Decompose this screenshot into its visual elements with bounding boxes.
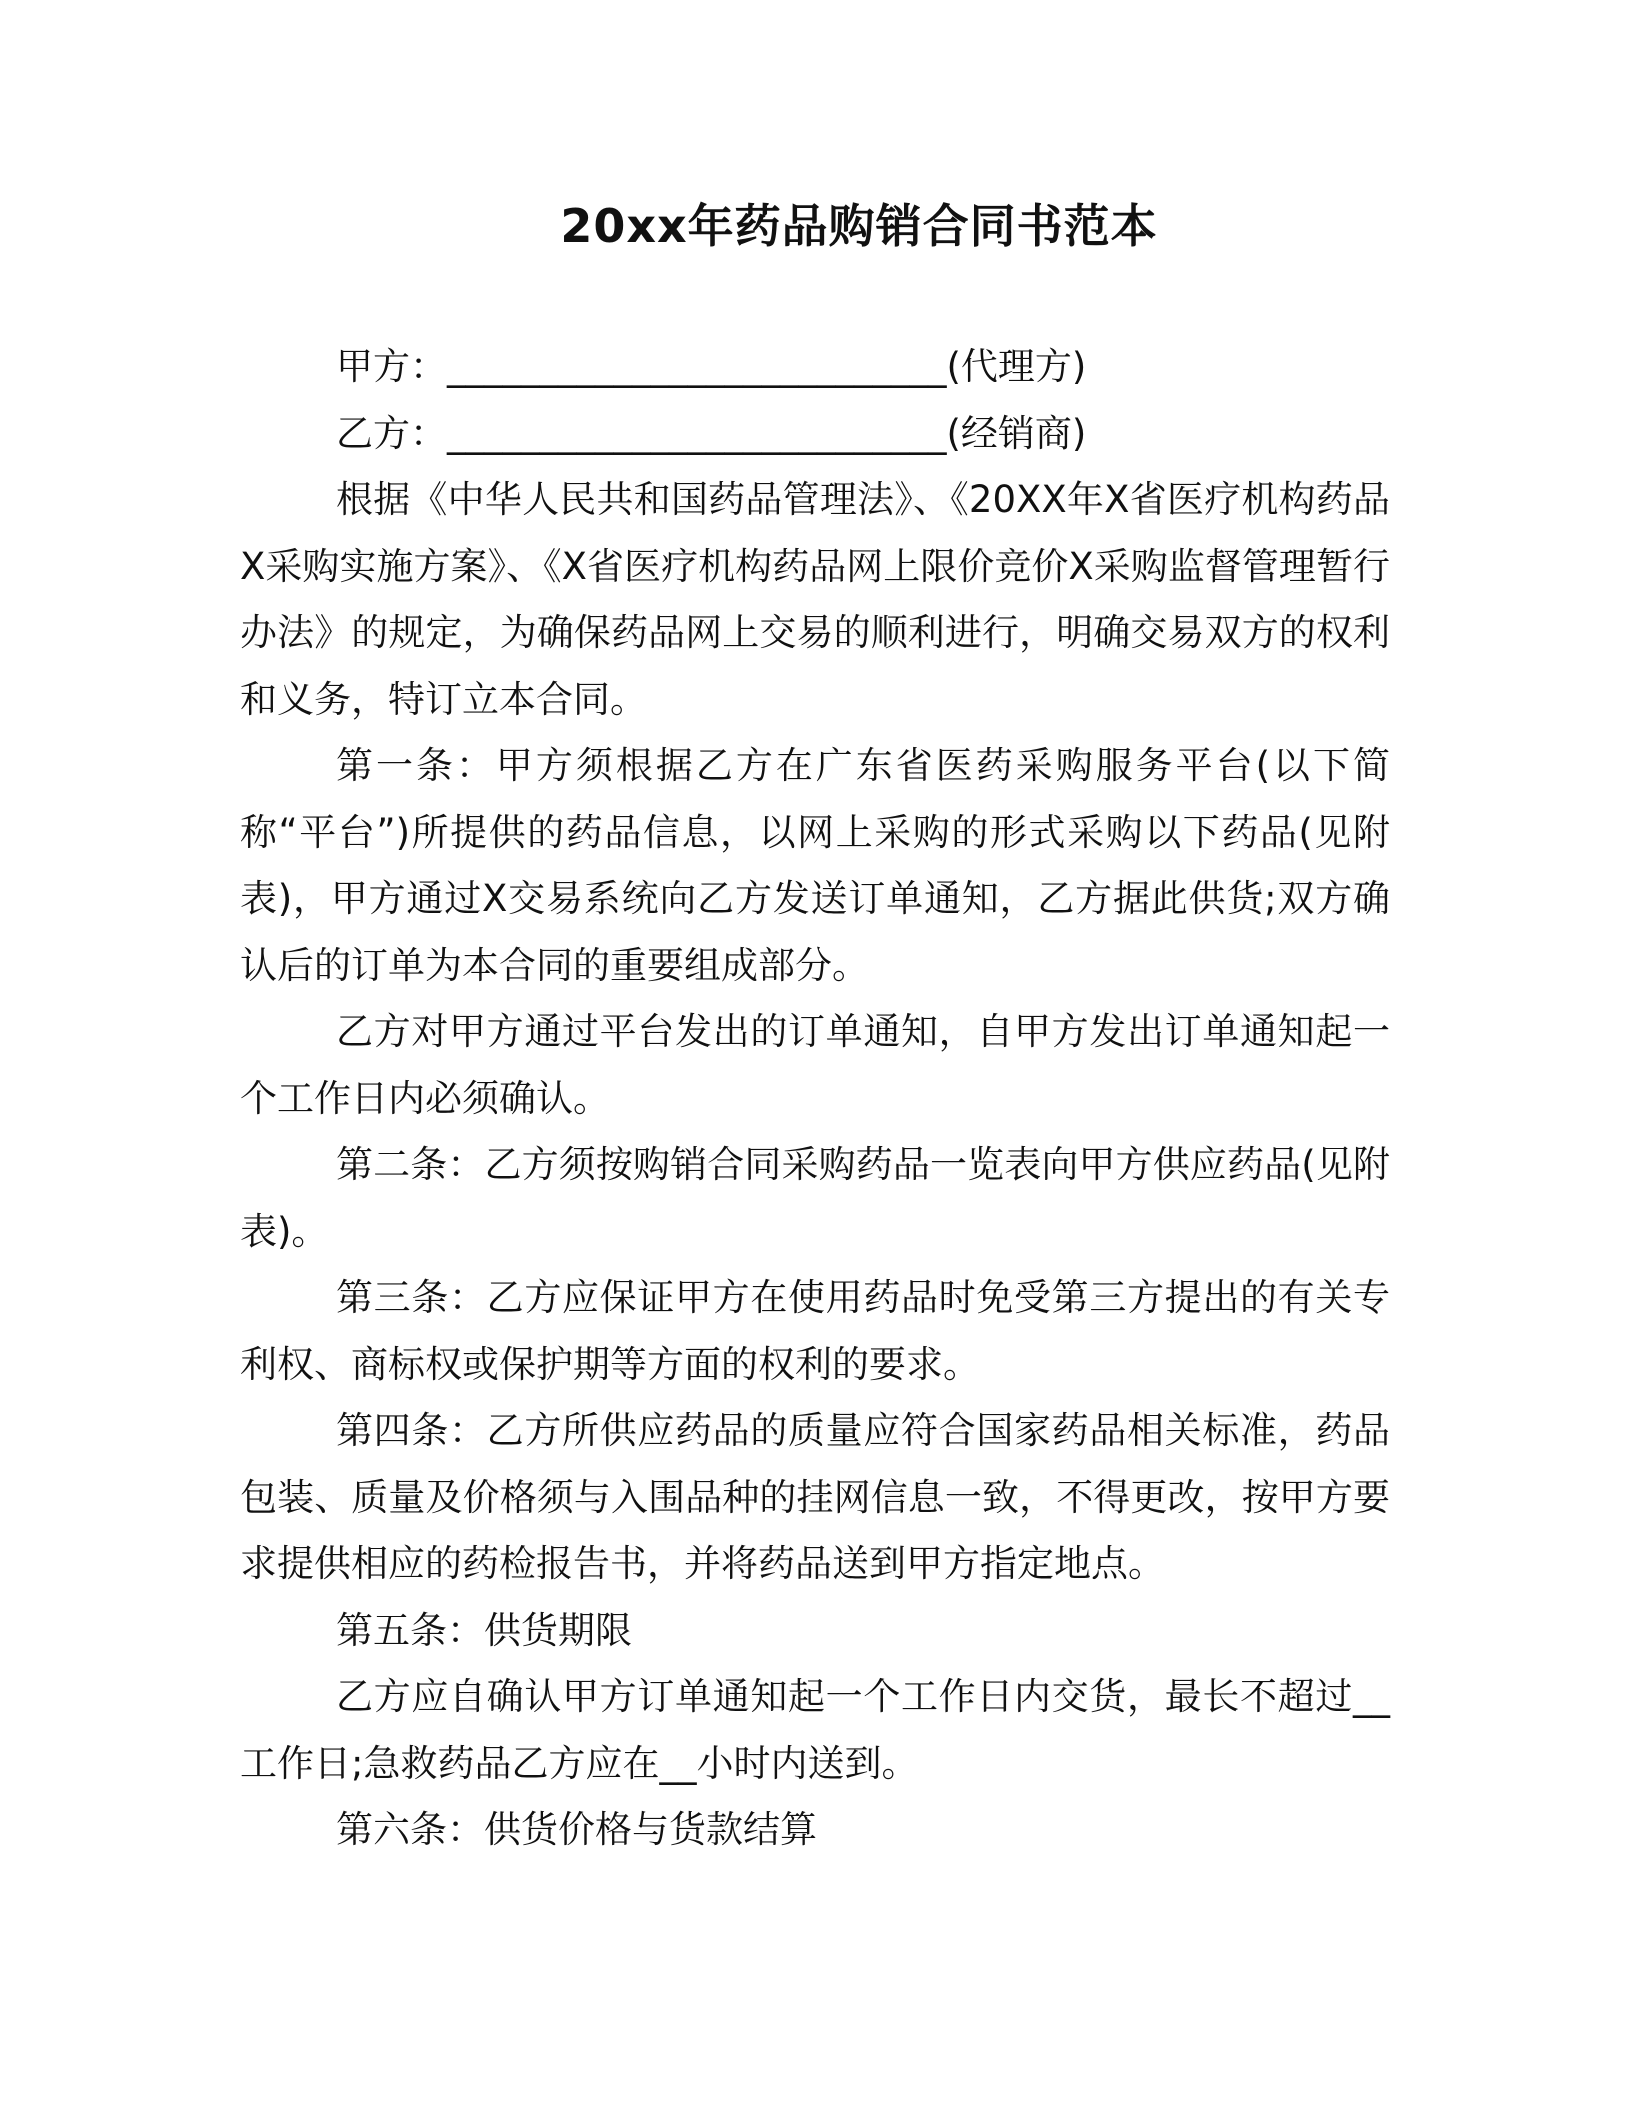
document-title: 20xx年药品购销合同书范本 xyxy=(560,199,1158,253)
preamble-paragraph: 根据《中华人民共和国药品管理法》、《20XX年X省医疗机构药品X采购实施方案》、《X省医疗机构药品网上限价竞价X采购监督管理暂行办法》的规定，为确保药品网上交易的顺利进行，明确交易双方的权利和义务，特订立本合同。 xyxy=(240,478,1390,721)
article-3-paragraph: 第三条：乙方应保证甲方在使用药品时免受第三方提出的有关专利权、商标权或保护期等方面的权利的要求。 xyxy=(240,1276,1390,1386)
party-b-line: 乙方：___________________________(经销商) xyxy=(336,411,1087,455)
document-body xyxy=(240,334,1390,1864)
article-5-paragraph: 乙方应自确认甲方订单通知起一个工作日内交货，最长不超过__工作日;急救药品乙方应在__小时内送到。 xyxy=(240,1675,1390,1785)
article-5-heading: 第五条：供货期限 xyxy=(336,1608,632,1652)
party-a-line: 甲方：___________________________(代理方) xyxy=(336,345,1087,388)
article-1-paragraph: 第一条：甲方须根据乙方在广东省医药采购服务平台(以下简称“平台”)所提供的药品信息，以网上采购的形式采购以下药品(见附表)，甲方通过X交易系统向乙方发送订单通知，乙方据此供货;双方确认后的订单为本合同的重要组成部分。 xyxy=(240,744,1390,987)
article-1-confirmation-paragraph: 乙方对甲方通过平台发出的订单通知，自甲方发出订单通知起一个工作日内必须确认。 xyxy=(240,1010,1390,1120)
article-6-heading: 第六条：供货价格与货款结算 xyxy=(336,1808,817,1851)
article-4-paragraph: 第四条：乙方所供应药品的质量应符合国家药品相关标准，药品包装、质量及价格须与入围品种的挂网信息一致，不得更改，按甲方要求提供相应的药检报告书，并将药品送到甲方指定地点。 xyxy=(240,1409,1390,1585)
article-2-paragraph: 第二条：乙方须按购销合同采购药品一览表向甲方供应药品(见附表)。 xyxy=(240,1143,1390,1253)
